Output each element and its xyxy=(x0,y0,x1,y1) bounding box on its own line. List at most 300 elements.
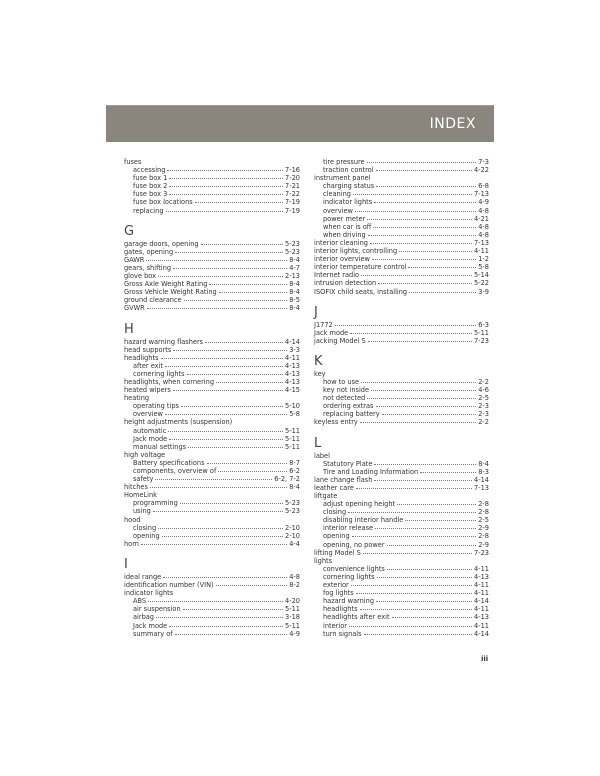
index-entry xyxy=(124,338,300,346)
entry-label: opening xyxy=(133,531,160,540)
entry-page-ref: 7-20 xyxy=(285,174,300,183)
entry-label: tire pressure xyxy=(323,158,365,166)
entry-page-ref: 5-23 xyxy=(285,507,300,516)
entry-label: lights xyxy=(314,556,333,565)
entry-page-ref: 6-3 xyxy=(478,320,489,329)
entry-label: headlights xyxy=(124,353,159,362)
index-entry xyxy=(124,256,300,264)
dot-leader xyxy=(148,601,283,602)
dot-leader xyxy=(219,292,288,293)
entry-page-ref: 4-14 xyxy=(474,597,489,606)
entry-label: automatic xyxy=(133,426,167,435)
entry-label: charging status xyxy=(323,182,375,191)
index-subentry xyxy=(124,435,300,443)
section-letter-heading: J xyxy=(314,304,318,320)
dot-leader xyxy=(173,390,283,391)
dot-leader xyxy=(141,544,287,545)
index-subentry xyxy=(314,410,489,418)
section-letter-heading: H xyxy=(124,321,134,337)
index-subentry xyxy=(124,443,300,451)
dot-leader xyxy=(153,511,283,512)
dot-leader xyxy=(356,488,472,489)
index-subentry xyxy=(124,174,300,182)
index-subentry xyxy=(314,589,489,597)
dot-leader xyxy=(187,374,283,375)
dot-leader xyxy=(399,251,472,252)
entry-label: exterior xyxy=(323,581,349,590)
dot-leader xyxy=(169,178,283,179)
entry-label: lane change flash xyxy=(314,475,373,484)
index-subentry xyxy=(314,622,489,630)
dot-leader xyxy=(420,472,476,473)
entry-page-ref: 4-8 xyxy=(478,230,489,239)
dot-leader xyxy=(146,260,287,261)
index-entry xyxy=(314,557,489,565)
index-subentry xyxy=(314,597,489,605)
entry-label: key xyxy=(314,369,326,378)
entry-page-ref: 4-8 xyxy=(289,572,300,581)
index-subentry xyxy=(314,500,489,508)
dot-leader xyxy=(335,325,476,326)
entry-page-ref: 4-21 xyxy=(474,214,489,223)
dot-leader xyxy=(173,268,287,269)
entry-label: leather care xyxy=(314,483,354,492)
index-entry xyxy=(124,240,300,248)
index-subentry xyxy=(314,402,489,410)
index-subentry xyxy=(124,166,300,174)
index-entry xyxy=(314,174,489,182)
dot-leader xyxy=(161,358,284,359)
index-subentry xyxy=(124,427,300,435)
dot-leader xyxy=(205,342,283,343)
entry-label: GVWR xyxy=(124,304,145,313)
dot-leader xyxy=(216,382,283,383)
dot-leader xyxy=(356,593,472,594)
entry-page-ref: 7-23 xyxy=(474,336,489,345)
index-entry xyxy=(314,337,489,345)
index-entry xyxy=(124,483,300,491)
entry-label: ideal range xyxy=(124,572,162,581)
dot-leader xyxy=(166,211,284,212)
entry-page-ref: 7-22 xyxy=(285,190,300,199)
entry-page-ref: 4-15 xyxy=(285,386,300,395)
header-band xyxy=(106,105,494,142)
entry-page-ref: 4-11 xyxy=(474,605,489,614)
entry-page-ref: 4-22 xyxy=(474,166,489,175)
entry-page-ref: 5-23 xyxy=(285,499,300,508)
entry-label: fuses xyxy=(124,158,142,166)
entry-label: ground clearance xyxy=(124,296,182,305)
dot-leader xyxy=(372,259,476,260)
dot-leader xyxy=(180,503,283,504)
entry-page-ref: 6-8 xyxy=(478,182,489,191)
index-entry xyxy=(124,280,300,288)
entry-page-ref: 2-8 xyxy=(478,508,489,517)
entry-page-ref: 7-23 xyxy=(474,548,489,557)
entry-label: ISOFIX child seats, installing xyxy=(314,287,408,296)
entry-label: HomeLink xyxy=(124,491,157,500)
index-entry xyxy=(314,239,489,247)
dot-leader xyxy=(150,487,287,488)
dot-leader xyxy=(147,308,287,309)
entry-label: glove box xyxy=(124,272,157,281)
entry-label: indicator lights xyxy=(124,589,174,598)
index-subentry xyxy=(124,613,300,621)
entry-page-ref: 4-11 xyxy=(474,564,489,573)
entry-label: horn xyxy=(124,539,139,548)
entry-page-ref: 2-3 xyxy=(478,410,489,419)
dot-leader xyxy=(387,569,472,570)
dot-leader xyxy=(173,350,287,351)
index-entry xyxy=(124,589,300,597)
index-subentry xyxy=(124,630,300,638)
index-subentry xyxy=(124,475,300,483)
entry-label: replacing xyxy=(133,206,164,215)
dot-leader xyxy=(360,422,476,423)
index-subentry xyxy=(314,166,489,174)
entry-page-ref: 5-10 xyxy=(285,402,300,411)
entry-page-ref: 7-3 xyxy=(478,158,489,166)
entry-label: operating tips xyxy=(133,402,179,411)
index-entry xyxy=(314,549,489,557)
index-entry xyxy=(124,451,300,459)
entry-label: Gross Axle Weight Rating xyxy=(124,280,208,289)
entry-page-ref: 4-11 xyxy=(474,581,489,590)
index-subentry xyxy=(314,386,489,394)
entry-page-ref: 5-11 xyxy=(285,426,300,435)
entry-label: convenience lights xyxy=(323,564,385,573)
entry-page-ref: 5-11 xyxy=(285,621,300,630)
index-entry xyxy=(124,573,300,581)
entry-label: headlights xyxy=(323,605,358,614)
entry-page-ref: 7-13 xyxy=(474,483,489,492)
entry-page-ref: 2-9 xyxy=(478,524,489,533)
index-entry xyxy=(314,370,489,378)
entry-label: Battery specifications xyxy=(133,458,205,467)
entry-page-ref: 7-19 xyxy=(285,198,300,207)
index-subentry xyxy=(314,182,489,190)
entry-label: interior lights, controlling xyxy=(314,247,398,256)
index-subentry xyxy=(314,223,489,231)
dot-leader xyxy=(376,170,472,171)
dot-leader xyxy=(165,366,283,367)
entry-label: closing xyxy=(133,523,157,532)
dot-leader xyxy=(353,194,472,195)
entry-label: opening, no power xyxy=(323,540,385,549)
dot-leader xyxy=(368,235,476,236)
entry-page-ref: 4-14 xyxy=(474,475,489,484)
index-column-right xyxy=(314,158,489,638)
index-subentry xyxy=(314,394,489,402)
entry-page-ref: 4-13 xyxy=(285,369,300,378)
entry-page-ref: 8-7 xyxy=(289,458,300,467)
dot-leader xyxy=(184,300,288,301)
page-number: iii xyxy=(481,655,489,663)
index-entry xyxy=(124,386,300,394)
entry-label: high voltage xyxy=(124,450,166,459)
index-subentry xyxy=(314,532,489,540)
dot-leader xyxy=(181,406,283,407)
dot-leader xyxy=(371,390,476,391)
dot-leader xyxy=(374,202,476,203)
entry-page-ref: 5-8 xyxy=(478,263,489,272)
section-letter-heading: I xyxy=(124,556,128,572)
index-entry xyxy=(314,476,489,484)
entry-label: intrusion detection xyxy=(314,279,377,288)
entry-label: interior xyxy=(323,621,347,630)
index-entry xyxy=(124,272,300,280)
entry-label: interior cleaning xyxy=(314,238,368,247)
dot-leader xyxy=(163,577,287,578)
dot-leader xyxy=(195,202,283,203)
entry-page-ref: 5-11 xyxy=(474,328,489,337)
entry-label: cleaning xyxy=(323,190,351,199)
entry-page-ref: 5-11 xyxy=(285,442,300,451)
entry-page-ref: 7-13 xyxy=(474,238,489,247)
entry-label: opening xyxy=(323,532,350,541)
entry-page-ref: 2-13 xyxy=(285,272,300,281)
index-subentry xyxy=(314,190,489,198)
entry-label: not detected xyxy=(323,394,366,403)
index-subentry xyxy=(124,410,300,418)
index-subentry xyxy=(124,207,300,215)
index-subentry xyxy=(124,507,300,515)
entry-page-ref: 5-8 xyxy=(289,410,300,419)
dot-leader xyxy=(218,471,287,472)
index-subentry xyxy=(314,541,489,549)
entry-label: using xyxy=(133,507,151,516)
entry-page-ref: 7-13 xyxy=(474,190,489,199)
index-subentry xyxy=(124,532,300,540)
dot-leader xyxy=(167,170,283,171)
dot-leader xyxy=(158,276,283,277)
dot-leader xyxy=(355,211,476,212)
entry-label: Jack mode xyxy=(133,434,168,443)
index-subentry xyxy=(314,468,489,476)
index-entry xyxy=(124,540,300,548)
entry-page-ref: 3-3 xyxy=(289,345,300,354)
entry-page-ref: 4-9 xyxy=(478,198,489,207)
entry-page-ref: 4-4 xyxy=(289,539,300,548)
dot-leader xyxy=(169,194,283,195)
index-entry xyxy=(124,304,300,312)
entry-page-ref: 8-3 xyxy=(478,467,489,476)
entry-page-ref: 5-22 xyxy=(474,279,489,288)
entry-page-ref: 6-2, 7-2 xyxy=(274,475,300,484)
dot-leader xyxy=(409,292,476,293)
entry-label: indicator lights xyxy=(323,198,373,207)
index-subentry xyxy=(314,573,489,581)
dot-leader xyxy=(162,536,283,537)
entry-label: replacing battery xyxy=(323,410,380,419)
entry-label: gears, shifting xyxy=(124,263,172,272)
index-subentry xyxy=(314,565,489,573)
entry-page-ref: 8-4 xyxy=(478,459,489,468)
index-subentry xyxy=(124,605,300,613)
entry-label: gates, opening xyxy=(124,247,174,256)
index-subentry xyxy=(124,198,300,206)
entry-label: after exit xyxy=(133,361,163,370)
index-subentry xyxy=(314,630,489,638)
entry-label: traction control xyxy=(323,166,374,175)
entry-page-ref: 1-2 xyxy=(478,255,489,264)
dot-leader xyxy=(376,406,477,407)
entry-label: Tire and Loading Information xyxy=(323,467,419,476)
entry-page-ref: 3-9 xyxy=(478,287,489,296)
entry-label: Jack mode xyxy=(133,621,168,630)
index-entry xyxy=(314,263,489,271)
index-entry xyxy=(314,279,489,287)
dot-leader xyxy=(175,634,288,635)
entry-page-ref: 5-11 xyxy=(285,434,300,443)
index-subentry xyxy=(314,516,489,524)
dot-leader xyxy=(351,585,472,586)
index-entry xyxy=(124,264,300,272)
entry-label: fuse box 3 xyxy=(133,190,168,199)
entry-label: ABS xyxy=(133,597,147,606)
page-title: INDEX xyxy=(429,116,476,132)
index-subentry xyxy=(314,207,489,215)
entry-page-ref: 2-5 xyxy=(478,516,489,525)
index-entry xyxy=(314,329,489,337)
index-entry xyxy=(314,288,489,296)
entry-label: hood xyxy=(124,515,141,524)
index-subentry xyxy=(124,459,300,467)
index-subentry xyxy=(314,378,489,386)
entry-page-ref: 8-2 xyxy=(289,581,300,590)
entry-label: headlights, when cornering xyxy=(124,377,215,386)
dot-leader xyxy=(155,479,272,480)
entry-page-ref: 2-5 xyxy=(478,394,489,403)
entry-page-ref: 4-11 xyxy=(474,589,489,598)
entry-label: hazard warning xyxy=(323,597,375,606)
entry-label: lifting Model S xyxy=(314,548,361,557)
entry-label: closing xyxy=(323,508,347,517)
dot-leader xyxy=(367,219,472,220)
index-subentry xyxy=(314,198,489,206)
entry-label: key not inside xyxy=(323,386,370,395)
index-subentry xyxy=(314,460,489,468)
dot-leader xyxy=(207,463,288,464)
entry-page-ref: 5-23 xyxy=(285,247,300,256)
index-subentry xyxy=(124,370,300,378)
entry-label: manual settings xyxy=(133,442,187,451)
entry-page-ref: 2-9 xyxy=(478,540,489,549)
index-subentry xyxy=(124,190,300,198)
index-entry xyxy=(124,248,300,256)
entry-page-ref: 4-14 xyxy=(474,629,489,638)
index-subentry xyxy=(124,362,300,370)
entry-label: garage doors, opening xyxy=(124,239,199,248)
entry-page-ref: 8-4 xyxy=(289,304,300,313)
entry-label: J1772 xyxy=(314,320,333,329)
dot-leader xyxy=(168,431,283,432)
dot-leader xyxy=(183,609,283,610)
dot-leader xyxy=(375,528,476,529)
index-subentry xyxy=(124,597,300,605)
index-entry xyxy=(314,492,489,500)
section-letter-heading: G xyxy=(124,223,135,239)
entry-label: keyless entry xyxy=(314,418,358,427)
index-entry xyxy=(314,418,489,426)
entry-page-ref: 8-4 xyxy=(289,288,300,297)
dot-leader xyxy=(374,464,476,465)
index-entry xyxy=(124,296,300,304)
entry-label: fuse box 2 xyxy=(133,182,168,191)
entry-label: heating xyxy=(124,394,150,403)
entry-label: when car is off xyxy=(323,222,372,231)
index-subentry xyxy=(124,524,300,532)
dot-leader xyxy=(188,447,283,448)
dot-leader xyxy=(169,186,283,187)
entry-label: fuse box 1 xyxy=(133,174,168,183)
entry-label: height adjustments (suspension) xyxy=(124,418,233,427)
entry-page-ref: 4-9 xyxy=(289,629,300,638)
entry-label: instrument panel xyxy=(314,174,371,183)
dot-leader xyxy=(175,252,283,253)
entry-page-ref: 4-11 xyxy=(474,247,489,256)
entry-label: programming xyxy=(133,499,178,508)
dot-leader xyxy=(370,243,472,244)
entry-page-ref: 3-18 xyxy=(285,613,300,622)
index-entry xyxy=(314,452,489,460)
dot-leader xyxy=(405,520,476,521)
dot-leader xyxy=(367,398,476,399)
dot-leader xyxy=(397,504,476,505)
entry-page-ref: 8-5 xyxy=(289,296,300,305)
entry-label: GAWR xyxy=(124,255,145,264)
index-subentry xyxy=(124,182,300,190)
entry-label: hitches xyxy=(124,483,148,492)
dot-leader xyxy=(361,275,472,276)
entry-label: interior release xyxy=(323,524,374,533)
entry-page-ref: 5-23 xyxy=(285,239,300,248)
entry-label: head supports xyxy=(124,345,172,354)
dot-leader xyxy=(376,601,472,602)
dot-leader xyxy=(367,162,477,163)
index-subentry xyxy=(314,581,489,589)
index-subentry xyxy=(314,158,489,166)
entry-page-ref: 4-7 xyxy=(289,263,300,272)
dot-leader xyxy=(169,626,283,627)
entry-label: interior overview xyxy=(314,255,370,264)
entry-label: fuse box locations xyxy=(133,198,193,207)
entry-page-ref: 6-2 xyxy=(289,467,300,475)
index-entry xyxy=(124,418,300,426)
dot-leader xyxy=(349,626,472,627)
index-entry xyxy=(124,516,300,524)
entry-label: cornering lights xyxy=(133,369,185,378)
entry-label: label xyxy=(314,451,330,460)
dot-leader xyxy=(363,553,472,554)
entry-page-ref: 7-16 xyxy=(285,166,300,175)
entry-label: interior temperature control xyxy=(314,263,407,272)
entry-page-ref: 4-6 xyxy=(478,386,489,395)
index-subentry xyxy=(314,231,489,239)
entry-label: cornering lights xyxy=(323,572,375,581)
entry-label: Internet radio xyxy=(314,271,360,280)
index-entry xyxy=(124,394,300,402)
entry-page-ref: 4-13 xyxy=(474,572,489,581)
dot-leader xyxy=(209,284,287,285)
dot-leader xyxy=(348,512,476,513)
index-entry xyxy=(314,321,489,329)
entry-page-ref: 4-11 xyxy=(474,621,489,630)
entry-page-ref: 4-13 xyxy=(285,377,300,386)
entry-page-ref: 2-10 xyxy=(285,523,300,532)
entry-page-ref: 8-4 xyxy=(289,255,300,264)
index-entry xyxy=(314,255,489,263)
